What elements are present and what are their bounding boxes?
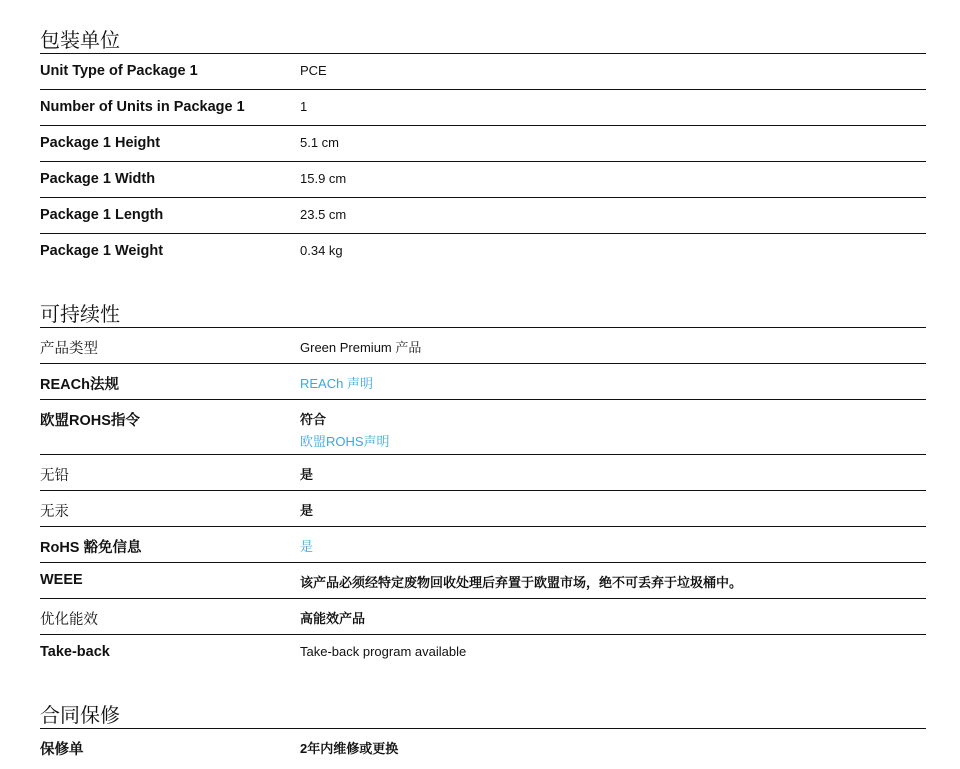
row-value xyxy=(300,563,742,598)
table-row xyxy=(40,563,926,599)
row-label: 无铅 xyxy=(40,468,69,484)
section-title: 包装单位 xyxy=(40,28,926,54)
table-row xyxy=(40,599,926,635)
table-row xyxy=(40,364,926,400)
sustainability-section xyxy=(40,302,926,671)
rohs-exemption-link[interactable]: 是 xyxy=(300,539,314,554)
table-row xyxy=(40,729,926,765)
row-value xyxy=(300,729,398,765)
weee-text: 该产品必须经特定废物回收处理后弃置于欧盟市场，绝不可丢弃于垃圾桶中。 xyxy=(300,575,743,590)
table-row xyxy=(40,90,926,126)
row-label: 欧盟ROHS指令 xyxy=(40,413,140,429)
table-row xyxy=(40,455,926,491)
row-value: 15.9 cm xyxy=(300,171,347,186)
mercury-free-value: 是 xyxy=(300,503,314,518)
row-label: Unit Type of Package 1 xyxy=(40,63,198,79)
row-value: 23.5 cm xyxy=(300,207,347,222)
lead-free-value: 是 xyxy=(300,467,314,482)
row-label: 优化能效 xyxy=(40,612,98,628)
reach-declaration-link[interactable]: REACh 声明 xyxy=(300,376,373,391)
row-value: 5.1 cm xyxy=(300,135,340,150)
row-value xyxy=(300,599,365,634)
row-value: Take-back program available xyxy=(300,644,467,659)
warranty-value: 2年内维修或更换 xyxy=(300,741,399,756)
table-row xyxy=(40,635,926,671)
table-row xyxy=(40,400,926,455)
table-row xyxy=(40,234,926,270)
row-value xyxy=(300,455,313,490)
table-row xyxy=(40,328,926,364)
row-value: 0.34 kg xyxy=(300,243,343,258)
eu-rohs-declaration-link[interactable]: 欧盟ROHS声明 xyxy=(300,434,390,449)
row-label: REACh法规 xyxy=(40,377,119,393)
warranty-section xyxy=(40,703,926,765)
row-label: 保修单 xyxy=(40,742,84,758)
row-value: 1 xyxy=(300,99,308,114)
row-label: RoHS 豁免信息 xyxy=(40,540,142,556)
row-value: Green Premium 产品 xyxy=(300,340,422,355)
table-row xyxy=(40,198,926,234)
packaging-section xyxy=(40,28,926,270)
rohs-compliance-status: 符合 xyxy=(300,412,327,427)
table-row xyxy=(40,527,926,563)
row-value xyxy=(300,400,390,454)
table-row xyxy=(40,162,926,198)
row-label: Number of Units in Package 1 xyxy=(40,99,245,115)
row-label: Take-back xyxy=(40,644,110,660)
row-value xyxy=(300,491,313,526)
section-title: 可持续性 xyxy=(40,302,926,328)
row-label: 无汞 xyxy=(40,504,69,520)
row-label: Package 1 Weight xyxy=(40,243,164,259)
table-row xyxy=(40,54,926,90)
row-label: WEEE xyxy=(40,572,83,588)
row-label: Package 1 Length xyxy=(40,207,164,223)
row-label: Package 1 Width xyxy=(40,171,156,187)
table-row xyxy=(40,491,926,527)
row-value: PCE xyxy=(300,63,327,78)
row-label: 产品类型 xyxy=(40,341,98,357)
optimization-value: 高能效产品 xyxy=(300,611,366,626)
section-title: 合同保修 xyxy=(40,703,926,729)
table-row xyxy=(40,126,926,162)
row-label: Package 1 Height xyxy=(40,135,161,151)
